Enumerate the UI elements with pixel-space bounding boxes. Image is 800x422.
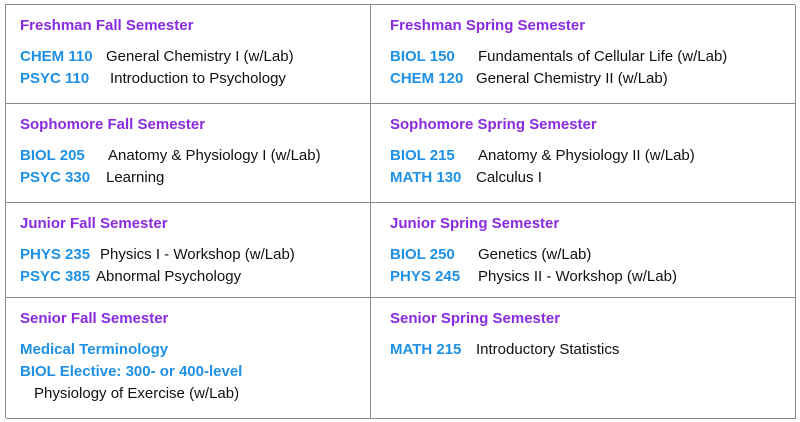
course-title: General Chemistry II (w/Lab) (476, 70, 668, 87)
course-row (20, 145, 370, 167)
course-row (20, 167, 370, 189)
course-row (390, 145, 795, 167)
semester-cell-sophomore-spring (371, 104, 796, 203)
semester-cell-senior-fall (6, 298, 371, 419)
elective-course-title: Physiology of Exercise (w/Lab) (34, 385, 240, 402)
course-title: Learning (106, 169, 165, 186)
course-title: General Chemistry I (w/Lab) (106, 48, 294, 65)
semester-heading: Freshman Fall Semester (20, 17, 194, 34)
course-title: Fundamentals of Cellular Life (w/Lab) (478, 48, 728, 65)
semester-cell-junior-fall (6, 203, 371, 298)
semester-heading: Freshman Spring Semester (390, 17, 586, 34)
course-code: PSYC 110 (20, 70, 90, 87)
course-row (390, 167, 795, 189)
semester-heading: Junior Fall Semester (20, 215, 168, 232)
course-row (20, 68, 370, 90)
course-title: Calculus I (476, 169, 542, 186)
course-row (390, 339, 795, 361)
course-code: Medical Terminology (20, 341, 169, 358)
semester-cell-junior-spring (371, 203, 796, 298)
course-title: Physics II - Workshop (w/Lab) (478, 268, 677, 285)
course-row (20, 266, 370, 288)
course-row (20, 339, 370, 361)
semester-heading: Sophomore Fall Semester (20, 116, 206, 133)
course-code: MATH 130 (390, 169, 462, 186)
course-code: BIOL 205 (20, 147, 85, 164)
course-row (390, 266, 795, 288)
course-row (390, 46, 795, 68)
semester-cell-senior-spring (371, 298, 796, 419)
course-code: BIOL 150 (390, 48, 455, 65)
course-title: Introductory Statistics (476, 341, 620, 358)
course-code: PHYS 235 (20, 246, 91, 263)
course-code: CHEM 110 (20, 48, 93, 65)
semester-cell-freshman-fall (6, 5, 371, 104)
course-row (20, 46, 370, 68)
course-row (20, 361, 370, 383)
semester-heading: Junior Spring Semester (390, 215, 560, 232)
semester-cell-freshman-spring (371, 5, 796, 104)
course-plan-table (5, 4, 795, 418)
semester-heading: Sophomore Spring Semester (390, 116, 597, 133)
course-title: Abnormal Psychology (96, 268, 242, 285)
course-row (390, 68, 795, 90)
course-title: Genetics (w/Lab) (478, 246, 592, 263)
course-code: PHYS 245 (390, 268, 461, 285)
course-title: Physics I - Workshop (w/Lab) (100, 246, 295, 263)
course-code: PSYC 330 (20, 169, 91, 186)
semester-heading: Senior Fall Semester (20, 310, 169, 327)
course-title: Introduction to Psychology (110, 70, 286, 87)
course-title: Anatomy & Physiology II (w/Lab) (478, 147, 695, 164)
course-code: BIOL 215 (390, 147, 455, 164)
course-row (20, 244, 370, 266)
course-code: BIOL 250 (390, 246, 455, 263)
course-title: Anatomy & Physiology I (w/Lab) (108, 147, 321, 164)
semester-heading: Senior Spring Semester (390, 310, 561, 327)
course-row (390, 244, 795, 266)
semester-cell-sophomore-fall (6, 104, 371, 203)
course-code: PSYC 385 (20, 268, 91, 285)
course-code: BIOL Elective: 300- or 400-level (20, 363, 243, 380)
course-code: CHEM 120 (390, 70, 464, 87)
course-code: MATH 215 (390, 341, 462, 358)
